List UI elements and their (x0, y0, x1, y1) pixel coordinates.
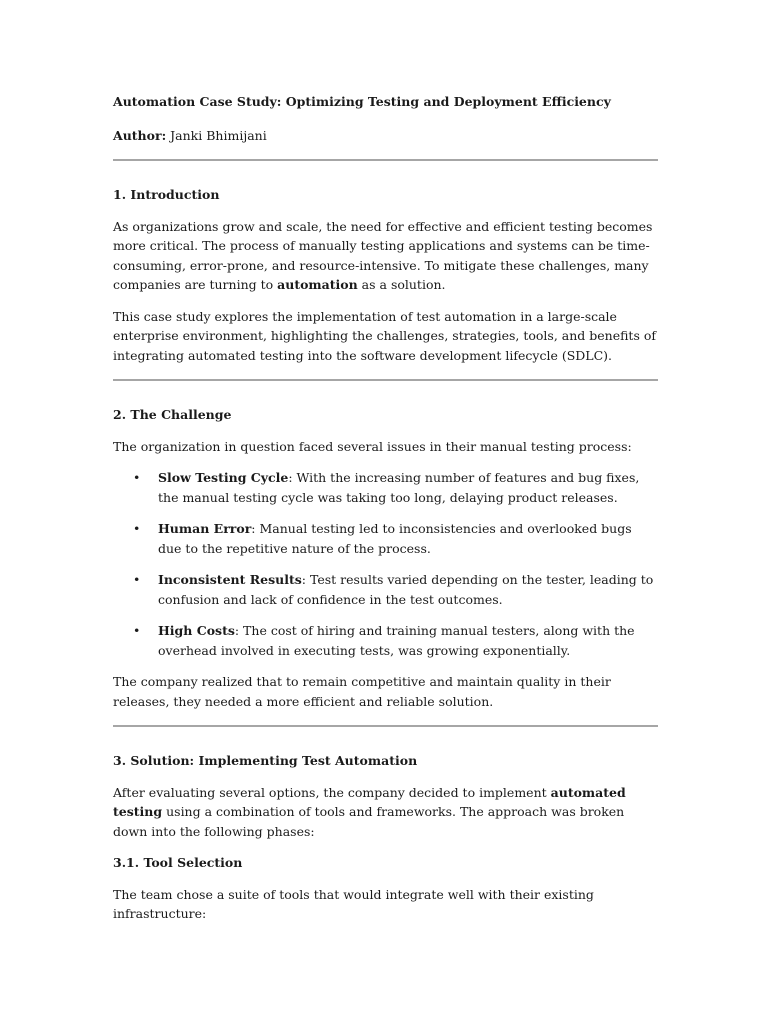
challenge-conclusion: The company realized that to remain competitive and maintain quality in their releases, they needed a more efficient and reliable solution. (113, 674, 611, 709)
tool-selection-heading: 3.1. Tool Selection (113, 855, 243, 870)
section-divider (113, 725, 658, 727)
document-title: Automation Case Study: Optimizing Testing and Deployment Efficiency (113, 94, 611, 109)
section-divider (113, 159, 658, 161)
challenge-heading: 2. The Challenge (113, 407, 232, 422)
solution-text-start: After evaluating several options, the company decided to implement (113, 784, 551, 800)
list-item-term: Inconsistent Results (158, 572, 302, 587)
introduction-paragraph-2: This case study explores the implementation of test automation in a large-scale enterprise environment, highlighting the challenges, strategies, tools, and benefits of integrating automated testing into the software development lifecycle (SDLC). (113, 308, 656, 363)
list-item (113, 621, 658, 660)
list-item-text: : The cost of hiring and training manual testers, along with the overhead involved in executing tests, was growing exponentially. (158, 623, 635, 658)
author-line (113, 126, 658, 146)
list-item-text: : With the increasing number of features and bug fixes, the manual testing cycle was taking too long, delaying product releases. (158, 470, 640, 505)
section-divider (113, 379, 658, 381)
bullet-point: • (133, 521, 141, 536)
author-name: Janki Bhimijani (170, 127, 267, 143)
intro-text-bold: automation (277, 277, 358, 292)
bullet-point: • (133, 470, 141, 485)
solution-paragraph (113, 783, 658, 842)
solution-text-bold: automated testing (113, 784, 626, 819)
list-item-term: Human Error (158, 521, 252, 536)
document-page (113, 92, 658, 936)
solution-text-end: using a combination of tools and frameworks. The approach was broken down into the following phases: (113, 804, 625, 839)
list-item-text: : Test results varied depending on the tester, leading to confusion and lack of confidence in the test outcomes. (158, 572, 654, 607)
introduction-paragraph-1 (113, 217, 658, 295)
list-item-term: Slow Testing Cycle (158, 470, 289, 485)
introduction-heading: 1. Introduction (113, 187, 220, 202)
bullet-point: • (133, 572, 141, 587)
list-item (113, 519, 658, 558)
list-item (113, 468, 658, 507)
list-item-term: High Costs (158, 623, 235, 638)
intro-text-start: As organizations grow and scale, the need for effective and efficient testing becomes more critical. The process of manually testing applications and systems can be time-consuming, error-prone, and resource-intensive. To mitigate these challenges, many companies are turning to (113, 218, 653, 292)
intro-text-end: as a solution. (357, 277, 446, 292)
challenge-intro: The organization in question faced several issues in their manual testing process: (113, 438, 632, 454)
tool-selection-text: The team chose a suite of tools that would integrate well with their existing infrastructure: (113, 886, 594, 921)
author-label: Author: (113, 127, 167, 143)
solution-heading: 3. Solution: Implementing Test Automation (113, 753, 418, 768)
list-item (113, 570, 658, 609)
bullet-point: • (133, 623, 141, 638)
list-item-text: : Manual testing led to inconsistencies and overlooked bugs due to the repetitive nature of the process. (158, 521, 632, 556)
challenge-list (113, 468, 658, 660)
